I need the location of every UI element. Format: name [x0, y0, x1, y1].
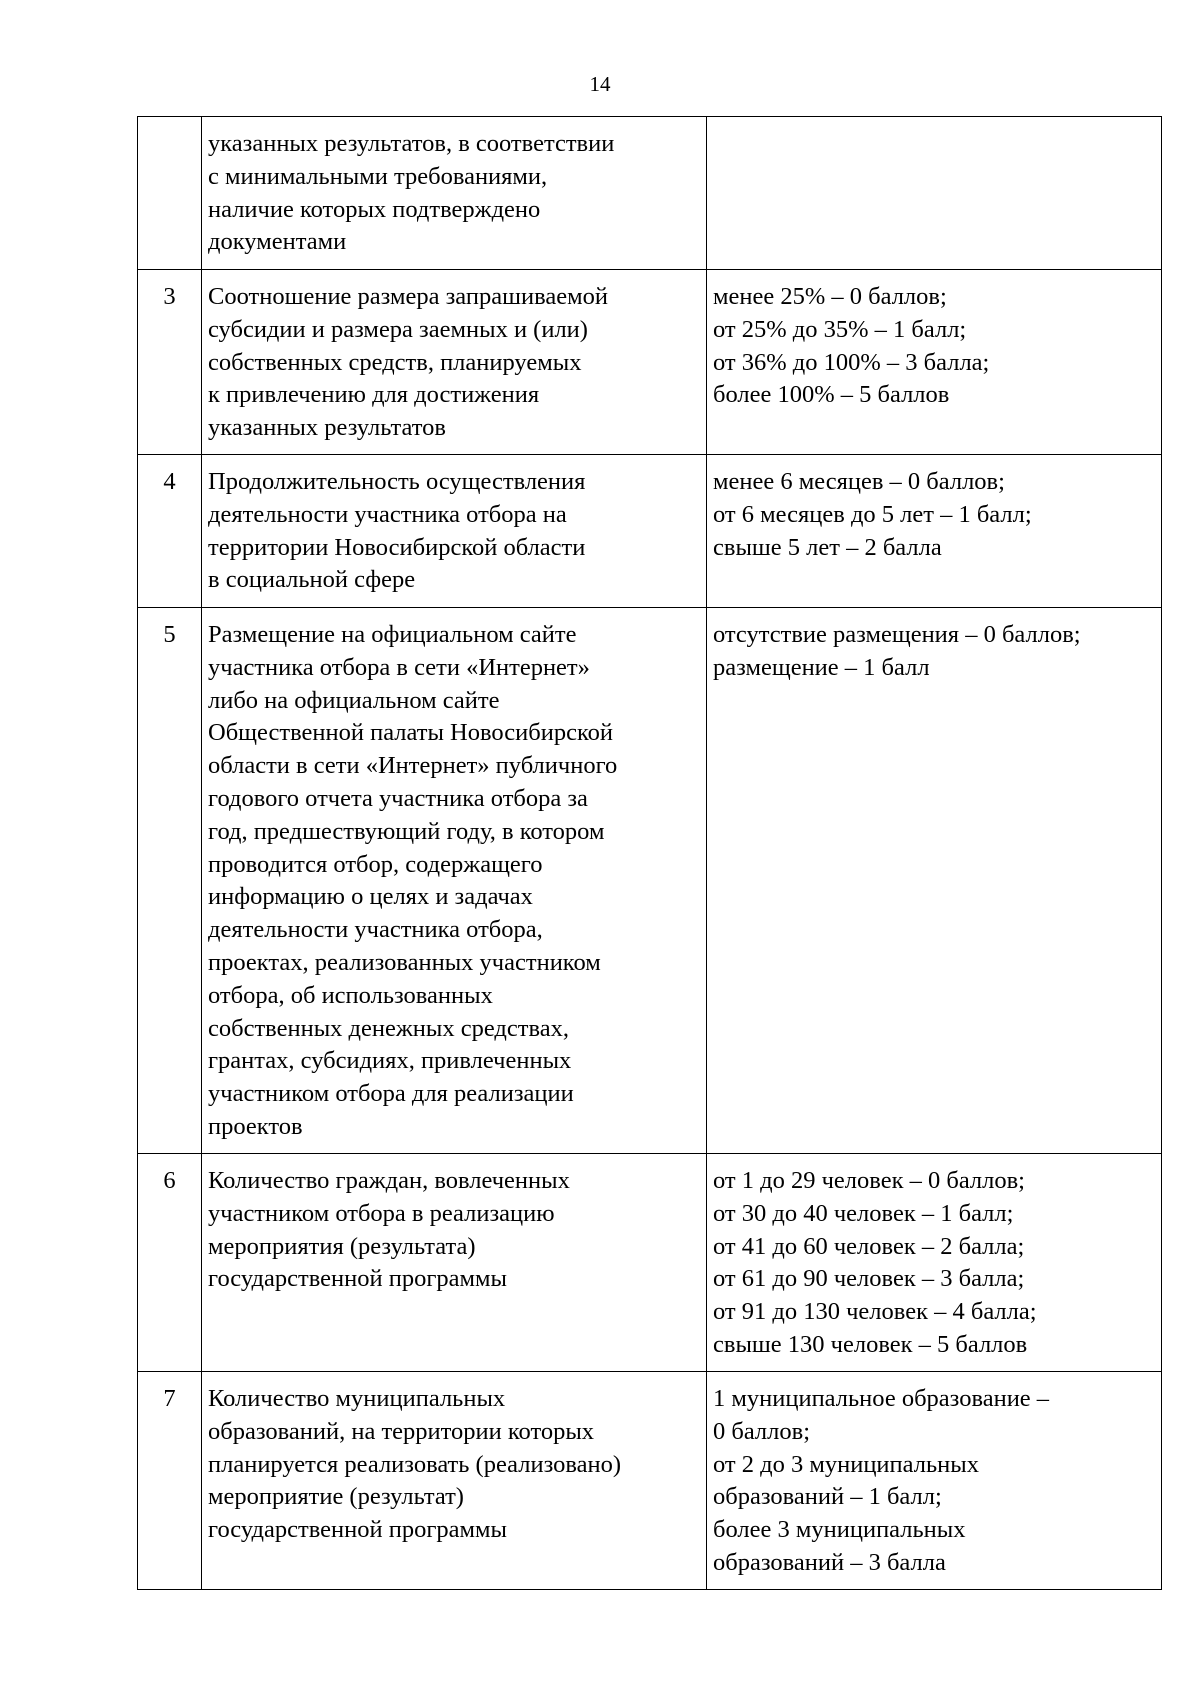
criterion-cell — [202, 608, 707, 1154]
table-row — [138, 270, 1162, 455]
criterion-line: участника отбора в сети «Интернет» — [208, 653, 590, 681]
score-line: образований – 1 балл; — [713, 1483, 942, 1511]
criterion-line: год, предшествующий году, в котором — [208, 817, 605, 845]
score-line: образований – 3 балла — [713, 1548, 946, 1576]
row-number — [138, 117, 202, 270]
criterion-line: собственных денежных средствах, — [208, 1014, 569, 1042]
criterion-line: с минимальными требованиями, — [208, 162, 548, 190]
score-line: от 61 до 90 человек – 3 балла; — [713, 1265, 1025, 1293]
table-row — [138, 455, 1162, 608]
criterion-line: участником отбора в реализацию — [208, 1199, 555, 1227]
criterion-line: государственной программы — [208, 1516, 507, 1544]
criterion-line: субсидии и размера заемных и (или) — [208, 315, 588, 343]
score-cell — [707, 1154, 1162, 1372]
criterion-line: отбора, об использованных — [208, 981, 493, 1009]
row-number: 7 — [138, 1372, 202, 1590]
criterion-line: мероприятие (результат) — [208, 1483, 464, 1511]
criterion-line: мероприятия (результата) — [208, 1232, 476, 1260]
criterion-line: проектов — [208, 1112, 303, 1140]
criterion-line: Продолжительность осуществления — [208, 468, 586, 495]
score-line: свыше 5 лет – 2 балла — [713, 533, 942, 561]
row-number: 4 — [138, 455, 202, 608]
score-cell — [707, 455, 1162, 608]
criterion-line: территории Новосибирской области — [208, 533, 586, 561]
criterion-line: проводится отбор, содержащего — [208, 850, 543, 878]
criterion-line: Количество муниципальных — [208, 1385, 506, 1412]
score-cell — [707, 1372, 1162, 1590]
criterion-line: Соотношение размера запрашиваемой — [208, 283, 608, 310]
table-row — [138, 608, 1162, 1154]
score-cell — [707, 117, 1162, 270]
score-line: от 2 до 3 муниципальных — [713, 1450, 979, 1478]
criterion-line: информацию о целях и задачах — [208, 883, 533, 911]
criterion-line: к привлечению для достижения — [208, 381, 540, 409]
criterion-cell — [202, 270, 707, 455]
score-line: от 6 месяцев до 5 лет – 1 балл; — [713, 500, 1032, 528]
table-row — [138, 1372, 1162, 1590]
score-line: отсутствие размещения – 0 баллов; — [713, 621, 1081, 648]
criterion-line: в социальной сфере — [208, 566, 416, 594]
score-line: от 91 до 130 человек – 4 балла; — [713, 1298, 1037, 1326]
row-number: 3 — [138, 270, 202, 455]
criterion-line: деятельности участника отбора на — [208, 500, 567, 528]
criterion-line: Количество граждан, вовлеченных — [208, 1167, 570, 1194]
score-line: 1 муниципальное образование – — [713, 1385, 1050, 1412]
score-line: размещение – 1 балл — [713, 653, 930, 681]
criterion-line: грантах, субсидиях, привлеченных — [208, 1047, 572, 1075]
criteria-table — [137, 116, 1162, 1590]
criterion-line: указанных результатов, в соответствии — [208, 130, 615, 157]
score-line: от 41 до 60 человек – 2 балла; — [713, 1232, 1025, 1260]
score-line: свыше 130 человек – 5 баллов — [713, 1330, 1028, 1358]
criterion-line: планируется реализовать (реализовано) — [208, 1450, 621, 1478]
score-line: от 30 до 40 человек – 1 балл; — [713, 1199, 1014, 1227]
criterion-line: деятельности участника отбора, — [208, 916, 543, 944]
row-number: 5 — [138, 608, 202, 1154]
criterion-cell — [202, 455, 707, 608]
criterion-line: образований, на территории которых — [208, 1417, 595, 1445]
score-cell — [707, 270, 1162, 455]
criterion-line: Общественной палаты Новосибирской — [208, 719, 613, 747]
score-line: менее 25% – 0 баллов; — [713, 283, 947, 310]
score-line: от 25% до 35% – 1 балл; — [713, 315, 967, 343]
criterion-line: Размещение на официальном сайте — [208, 621, 577, 648]
criterion-cell — [202, 1154, 707, 1372]
score-line: более 100% – 5 баллов — [713, 381, 950, 409]
criterion-line: документами — [208, 228, 347, 256]
criterion-line: указанных результатов — [208, 414, 446, 442]
page-number: 14 — [589, 72, 611, 96]
criterion-cell — [202, 1372, 707, 1590]
table-row — [138, 1154, 1162, 1372]
criterion-line: области в сети «Интернет» публичного — [208, 752, 618, 780]
table-row — [138, 117, 1162, 270]
row-number: 6 — [138, 1154, 202, 1372]
criterion-line: либо на официальном сайте — [208, 686, 500, 714]
criterion-line: государственной программы — [208, 1265, 507, 1293]
criterion-line: проектах, реализованных участником — [208, 948, 601, 976]
criterion-line: наличие которых подтверждено — [208, 195, 541, 223]
score-line: от 36% до 100% – 3 балла; — [713, 348, 990, 376]
score-line: от 1 до 29 человек – 0 баллов; — [713, 1167, 1025, 1194]
score-line: более 3 муниципальных — [713, 1516, 966, 1544]
criterion-line: собственных средств, планируемых — [208, 348, 582, 376]
score-cell — [707, 608, 1162, 1154]
score-line: менее 6 месяцев – 0 баллов; — [713, 468, 1005, 495]
criterion-line: участником отбора для реализации — [208, 1080, 574, 1108]
score-line: 0 баллов; — [713, 1417, 811, 1445]
criterion-cell — [202, 117, 707, 270]
criterion-line: годового отчета участника отбора за — [208, 784, 588, 812]
